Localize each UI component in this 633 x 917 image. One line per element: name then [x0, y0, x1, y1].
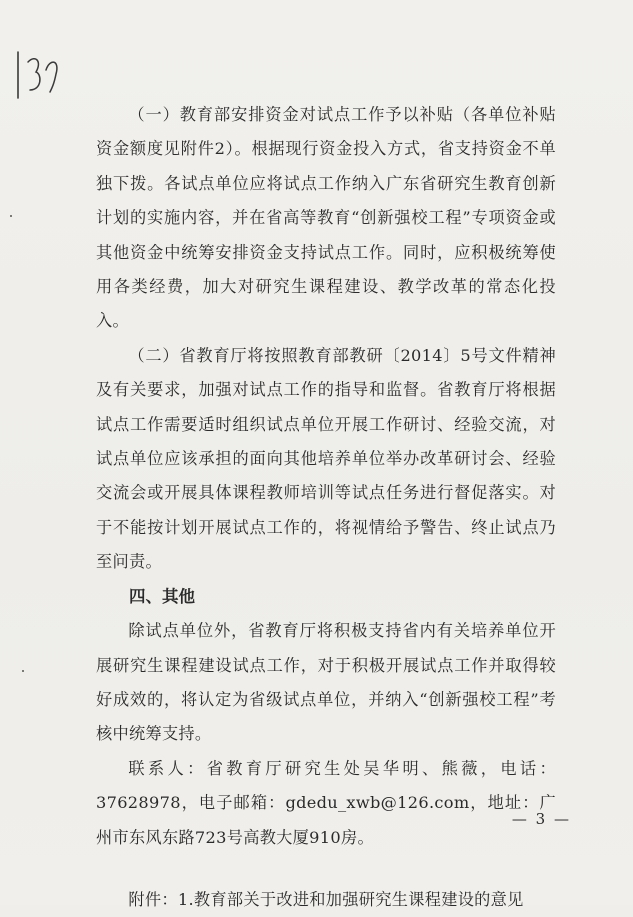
section-heading-other: 四、其他: [129, 586, 195, 606]
paragraph-other: 除试点单位外，省教育厅将积极支持省内有关培养单位开展研究生课程建设试点工作，对于积极开展试点工作并取得较好成效的，将认定为省级试点单位，并纳入“创新强校工程”考核中统筹支持。: [96, 621, 556, 744]
paragraph-guidance: （二）省教育厅将按照教育部教研〔2014〕5号文件精神及有关要求，加强对试点工作的指导和监督。省教育厅将根据试点工作需要适时组织试点单位开展工作研讨、经验交流，对试点单位应该承担的面向其他培养单位举办改革研讨会、经验交流会或开展具体课程教师培训等试点任务进行督促落实。对于不能按计划开展试点工作的，将视情给予警告、终止试点乃至问责。: [96, 345, 556, 572]
scan-speck: [22, 670, 24, 672]
page-number: — 3 —: [511, 810, 571, 828]
paragraph-subsidy: （一）教育部安排资金对试点工作予以补贴（各单位补贴资金额度见附件2）。根据现行资金投入方式，省支持资金不单独下拨。各试点单位应将试点工作纳入广东省研究生教育创新计划的实施内容，并在省高等教育“创新强校工程”专项资金或其他资金中统筹安排资金支持试点工作。同时，应积极统筹使用各类经费，加大对研究生课程建设、教学改革的常态化投入。: [96, 105, 556, 331]
paragraph-contact: 联系人：省教育厅研究生处吴华明、熊薇，电话：37628978，电子邮箱：gdedu_xwb@126.com，地址：广州市东风东路723号高教大厦910房。: [96, 758, 556, 847]
attachment-line: 附件：1.教育部关于改进和加强研究生课程建设的意见: [128, 889, 524, 909]
document-body: [96, 98, 556, 917]
handwritten-page-mark: [10, 40, 70, 110]
scan-speck: [10, 215, 12, 217]
